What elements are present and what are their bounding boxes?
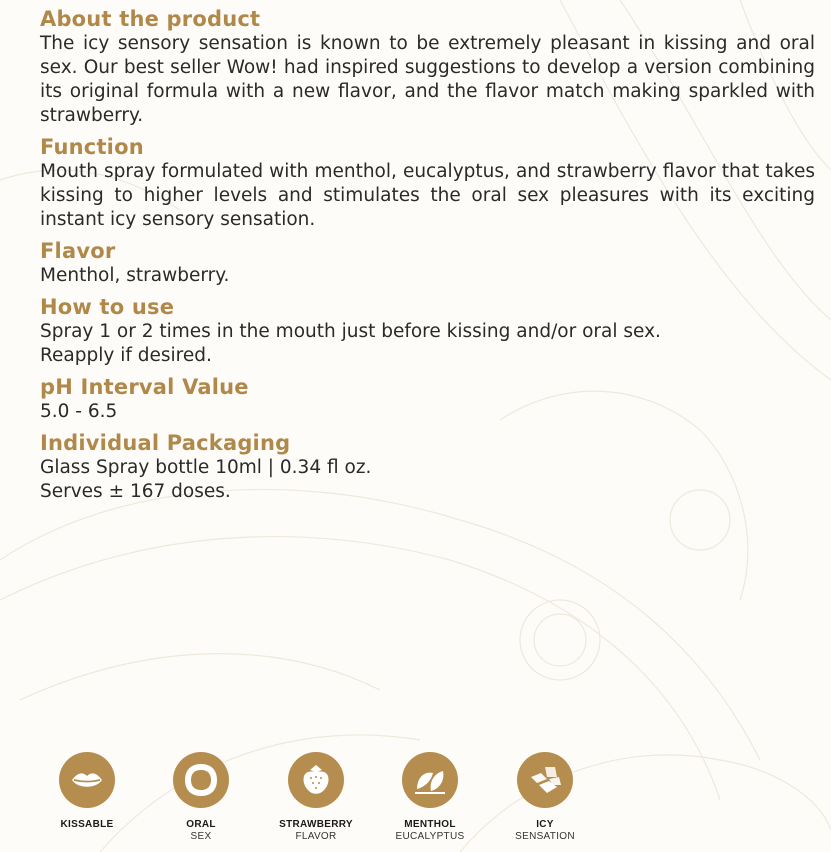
ph-heading: pH Interval Value — [40, 375, 249, 399]
how-to-use-heading: How to use — [40, 295, 175, 319]
feature-label: MENTHOL — [404, 819, 456, 830]
packaging-line-1: Glass Spray bottle 10ml | 0.34 fl oz. — [40, 457, 372, 478]
lips-icon — [59, 752, 115, 808]
feature-label: ICY — [536, 819, 554, 830]
function-text: Mouth spray formulated with menthol, eucalyptus, and strawberry flavor that takes kissing to higher levels and stimulates the oral sex pleasures with its exciting instant icy sensory sensation. — [40, 161, 815, 230]
packaging-heading: Individual Packaging — [40, 431, 291, 455]
function-heading: Function — [40, 135, 144, 159]
feature-menthol — [370, 752, 490, 843]
about-text: The icy sensory sensation is known to be extremely pleasant in kissing and oral sex. Our best seller Wow! had inspired suggestions to develop a version combining its original formula with a new flavor, and the flavor match making sparkled with strawberry. — [40, 33, 815, 126]
ph-value: 5.0 - 6.5 — [40, 401, 118, 422]
feature-label: KISSABLE — [60, 819, 114, 830]
how-to-use-line-2: Reapply if desired. — [40, 345, 212, 366]
mouth-icon — [173, 752, 229, 808]
feature-icy — [485, 752, 605, 843]
feature-label: STRAWBERRY — [279, 819, 353, 830]
about-heading: About the product — [40, 7, 261, 31]
flavor-text: Menthol, strawberry. — [40, 265, 230, 286]
feature-kissable — [27, 752, 147, 831]
feature-label: ORAL — [186, 819, 216, 830]
feature-strawberry — [256, 752, 376, 843]
feature-sublabel: SEX — [190, 831, 212, 842]
product-description — [40, 6, 815, 510]
flavor-heading: Flavor — [40, 239, 116, 263]
how-to-use-line-1: Spray 1 or 2 times in the mouth just before kissing and/or oral sex. — [40, 321, 661, 342]
ice-cubes-icon — [517, 752, 573, 808]
packaging-line-2: Serves ± 167 doses. — [40, 481, 231, 502]
feature-icons — [0, 752, 831, 852]
leaf-icon — [402, 752, 458, 808]
feature-sublabel: FLAVOR — [295, 831, 337, 842]
feature-oral-sex — [141, 752, 261, 843]
feature-sublabel: SENSATION — [515, 831, 575, 842]
strawberry-icon — [288, 752, 344, 808]
feature-sublabel: EUCALYPTUS — [395, 831, 465, 842]
